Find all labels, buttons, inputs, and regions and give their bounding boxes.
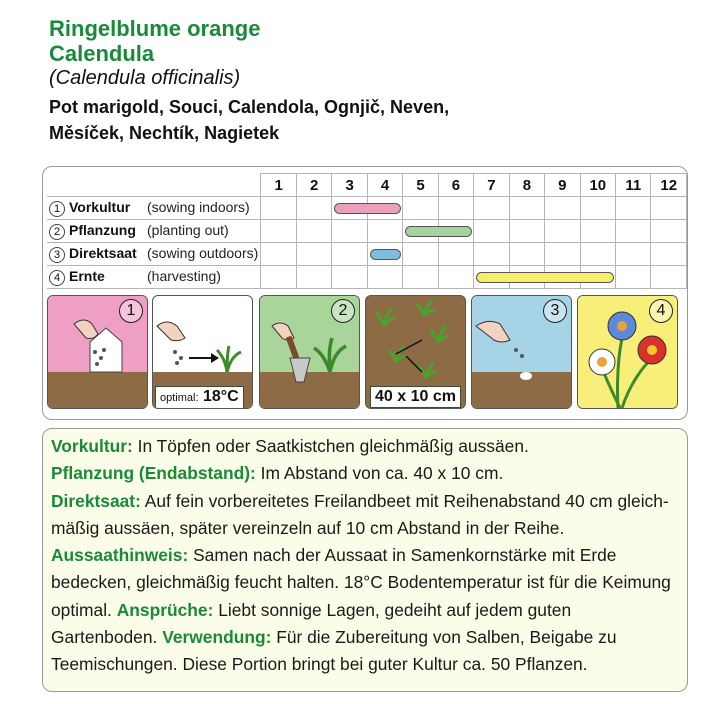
month-cell [545,243,580,266]
period-bar [405,226,472,237]
month-cell [580,197,615,220]
pictogram-harvesting [577,295,678,409]
month-cell [367,266,402,289]
month-cell [296,266,331,289]
month-cell [438,266,473,289]
period-bar [476,272,614,283]
month-cell [509,220,544,243]
calendar-row [47,243,687,266]
ansprueche-text: Liebt sonnige Lagen, gedeiht auf jedem guten Gartenboden. [51,599,572,648]
growing-instructions [42,428,688,692]
month-9: 9 [545,174,580,197]
pflanzung-text: Im Abstand von ca. 40 x 10 cm. [255,463,504,484]
month-cell [403,220,438,243]
month-cell [651,197,687,220]
step-3-badge: 3 [543,299,567,323]
month-10: 10 [580,174,615,197]
month-cell [296,243,331,266]
month-cell [474,197,509,220]
germination-temperature: optimal: 18°C [155,386,244,409]
month-12: 12 [651,174,687,197]
month-cell [261,220,296,243]
month-cell [261,197,296,220]
month-cell [403,197,438,220]
aussaathinweis-text: Samen nach der Aussaat in Samenkornstärke mit Erde bedecken, gleichmäßig feucht halten. 18°C Bodentemperatur ist für die Keimung optimal. [51,545,671,620]
month-cell [580,220,615,243]
calendar-row [47,197,687,220]
step-number: 1 [49,201,65,217]
activity-label [47,220,261,243]
step-number: 4 [49,270,65,286]
month-cell [438,197,473,220]
month-cell [296,197,331,220]
period-bar [370,249,402,260]
calendar-header-row [47,174,687,197]
month-cell [438,243,473,266]
vorkultur-text: In Töpfen oder Saatkistchen gleichmäßig aussäen. [132,436,529,456]
pictogram-planting-out [259,295,360,409]
sowing-calendar [42,166,688,420]
month-cell [509,243,544,266]
verwendung-text: Für die Zubereitung von Salben, Beigabe zu Teemischungen. Diese Portion bringt bei guter Kultur ca. 50 Pflanzen. [51,627,617,675]
product-subtitle: Calendula [49,41,155,66]
month-4: 4 [367,174,402,197]
month-cell [509,197,544,220]
month-cell [332,197,367,220]
activity-name: Ernte [69,268,105,285]
pflanzung-heading: Pflanzung (Endabstand): [51,463,256,484]
month-cell [332,266,367,289]
calendar-table [47,173,687,289]
pictogram-germination [152,295,253,409]
month-cell [332,220,367,243]
activity-label [47,197,261,220]
month-cell [616,220,651,243]
step-2-badge: 2 [331,299,355,323]
month-3: 3 [332,174,367,197]
pictogram-sowing-outdoors [471,295,572,409]
month-cell [651,266,687,289]
month-cell [403,243,438,266]
direktsaat-text: Auf fein vorbereitetes Freilandbeet mit Reihenabstand 40 cm gleich-mäßig aussäen, später vereinzeln auf 10 cm Abstand in der Reihe. [51,490,669,538]
activity-translation: (sowing indoors) [147,199,250,216]
month-cell [332,243,367,266]
month-cell [403,266,438,289]
ansprueche-heading: Ansprüche: [116,599,214,620]
month-cell [545,220,580,243]
activity-label [47,266,261,289]
activity-name: Vorkultur [69,199,131,216]
month-1: 1 [261,174,296,197]
step-4-badge: 4 [649,299,673,323]
month-11: 11 [616,174,651,197]
month-cell [474,220,509,243]
direktsaat-heading: Direktsaat: [51,490,141,511]
month-cell [367,220,402,243]
month-8: 8 [509,174,544,197]
activity-translation: (sowing outdoors) [147,245,259,262]
month-cell [261,266,296,289]
pictogram-spacing [365,295,466,409]
activity-name: Pflanzung [69,222,136,239]
month-cell [580,243,615,266]
aussaathinweis-heading: Aussaathinweis: [51,545,189,566]
verwendung-heading: Verwendung: [162,627,272,648]
month-cell [651,220,687,243]
month-cell [296,220,331,243]
common-names: Pot marigold, Souci, Calendola, Ognjič, Neven, Měsíček, Nechtík, Nagietek [49,97,450,143]
activity-label [47,243,261,266]
month-6: 6 [438,174,473,197]
month-cell [651,243,687,266]
month-5: 5 [403,174,438,197]
month-cell [616,197,651,220]
instructions-text [51,433,679,679]
calendar-row [47,266,687,289]
month-cell [545,197,580,220]
month-cell [474,266,509,289]
step-number: 2 [49,224,65,240]
month-cell [474,243,509,266]
plant-spacing-label: 40 x 10 cm [370,386,461,408]
step-1-badge: 1 [119,299,143,323]
month-7: 7 [474,174,509,197]
latin-name: (Calendula officinalis) [49,67,241,89]
activity-translation: (harvesting) [147,268,221,285]
vorkultur-heading: Vorkultur: [51,436,133,456]
activity-translation: (planting out) [147,222,229,239]
product-title: Ringelblume orange [49,16,261,41]
pictogram-sowing-indoors [47,295,148,409]
header [49,16,489,146]
period-bar [334,203,401,214]
calendar-row [47,220,687,243]
month-cell [616,266,651,289]
month-cell [261,243,296,266]
activity-name: Direktsaat [69,245,137,262]
month-2: 2 [296,174,331,197]
month-cell [367,243,402,266]
step-number: 3 [49,247,65,263]
month-cell [616,243,651,266]
